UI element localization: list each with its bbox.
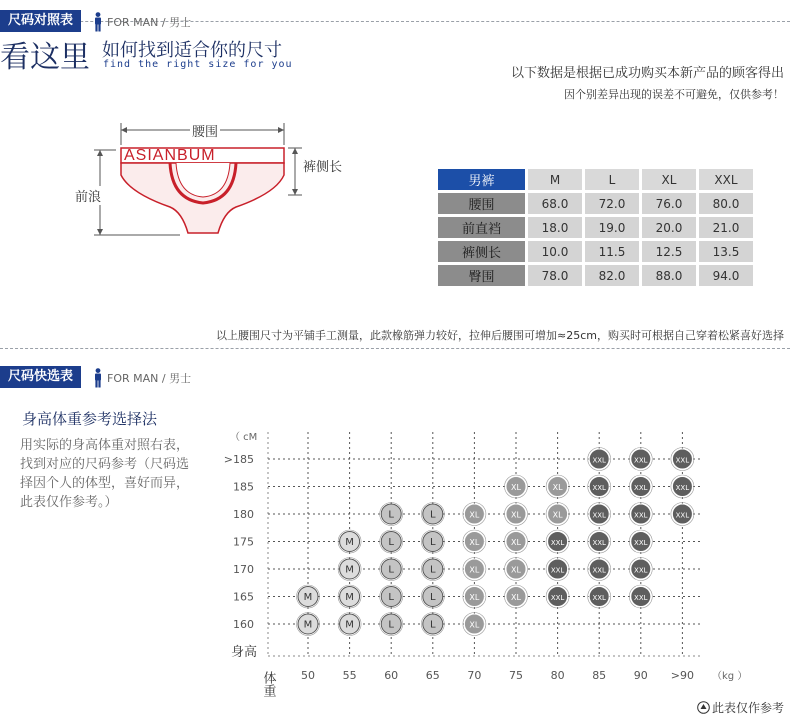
x-tick-label: >90: [670, 669, 695, 682]
size-marker-label: XXL: [592, 484, 606, 492]
y-unit-label: （ cM: [230, 432, 258, 443]
row-label: 前直裆: [438, 217, 525, 238]
x-tick-label: 85: [592, 669, 607, 682]
size-marker-label: XXL: [634, 456, 648, 465]
y-tick-label: 170: [233, 563, 254, 576]
table-cell: 80.0: [699, 193, 753, 214]
table-cell: 21.0: [699, 217, 753, 238]
size-marker-label: XXL: [675, 511, 690, 520]
row-label: 腰围: [438, 193, 525, 214]
table-cell: 82.0: [585, 265, 639, 286]
size-marker-label: XXL: [675, 484, 690, 492]
brand-label: ASIANBUM: [124, 147, 216, 164]
size-marker-label: XL: [469, 538, 480, 547]
size-marker-label: L: [388, 619, 394, 631]
table-cell: 10.0: [528, 241, 582, 262]
foot-note: [697, 699, 784, 716]
size-marker-label: L: [430, 564, 436, 576]
y-tick-label: 180: [233, 508, 254, 521]
data-source-note: 以下数据是根据已成功购买本新产品的顾客得出: [510, 66, 784, 81]
size-marker-label: M: [345, 619, 354, 631]
y-tick-label: 185: [233, 480, 254, 494]
size-marker-label: XXL: [550, 539, 565, 547]
table-cell: 20.0: [642, 217, 696, 238]
section1-title: 尺码对照表: [0, 10, 81, 32]
guide-title: 身高体重参考选择法: [22, 410, 158, 428]
x-unit-label: （kg ）: [712, 671, 748, 682]
size-marker-label: XL: [511, 510, 521, 520]
size-marker-label: XXL: [634, 484, 648, 492]
size-marker-label: M: [303, 619, 313, 631]
section1-for-man-label: FOR MAN / 男士: [107, 16, 192, 29]
size-marker-label: XXL: [592, 566, 606, 575]
table-cell: 12.5: [642, 241, 696, 262]
size-marker-label: XL: [552, 483, 563, 492]
size-marker-label: L: [388, 509, 394, 521]
size-marker-label: L: [388, 564, 394, 576]
size-marker-label: XXL: [634, 539, 648, 547]
size-marker-label: XXL: [634, 594, 648, 602]
x-tick-label: 50: [301, 669, 315, 682]
y-tick-label: >185: [223, 453, 254, 466]
table-cell: 68.0: [528, 193, 582, 214]
table-cell: 72.0: [585, 193, 639, 214]
size-marker-label: XL: [469, 510, 480, 520]
x-tick-label: 55: [342, 669, 357, 682]
size-marker-label: XL: [469, 593, 480, 602]
size-marker-label: XL: [511, 593, 521, 602]
size-marker-label: L: [430, 537, 436, 548]
size-col-xl: XL: [642, 169, 696, 190]
size-marker-label: XL: [511, 483, 521, 492]
table-cell: 78.0: [528, 265, 582, 286]
table-cell: 76.0: [642, 193, 696, 214]
x-tick-label: 90: [633, 669, 648, 682]
row-label: 裤侧长: [438, 241, 525, 262]
size-marker-label: L: [388, 537, 394, 548]
size-marker-label: L: [388, 592, 394, 603]
guide-text: 用实际的身高体重对照右表，找到对应的尺码参考（尺码选择因个人的体型，喜好而异，此表仅作参考。）: [20, 438, 190, 510]
size-col-m: M: [528, 169, 582, 190]
size-marker-label: XL: [469, 565, 480, 575]
size-marker-label: XXL: [550, 594, 565, 602]
size-marker-label: XXL: [634, 511, 648, 520]
table-cell: 19.0: [585, 217, 639, 238]
arrow-up-circle-icon: [697, 701, 710, 714]
foot-note-text: 此表仅作参考: [711, 701, 784, 715]
size-marker-label: XXL: [592, 511, 606, 520]
size-marker-label: M: [345, 592, 354, 603]
size-marker-label: XL: [511, 565, 521, 575]
size-marker-label: XXL: [634, 566, 648, 575]
x-tick-label: 65: [425, 669, 440, 682]
size-marker-label: XXL: [592, 594, 606, 602]
y-axis-label: 身高: [231, 645, 258, 660]
section2-for-man-label: FOR MAN / 男士: [107, 372, 192, 385]
headline-cn: 如何找到适合你的尺寸: [102, 40, 282, 61]
y-tick-label: 160: [233, 618, 254, 631]
table-cell: 13.5: [699, 241, 753, 262]
size-marker-label: XXL: [592, 456, 606, 465]
y-tick-label: 165: [233, 590, 254, 604]
size-marker-label: XXL: [675, 456, 690, 465]
size-marker-label: L: [430, 592, 436, 603]
size-marker-label: XXL: [550, 566, 565, 575]
size-marker-label: L: [430, 509, 436, 521]
size-marker-label: XL: [469, 620, 480, 630]
waist-measure-note: 以上腰围尺寸为平铺手工测量，此款橡筋弹力较好，拉伸后腰围可增加≈25cm，购买时可根据自己穿着松紧喜好选择: [216, 329, 784, 342]
front-rise-label: 前浪: [75, 186, 101, 205]
table-cell: 88.0: [642, 265, 696, 286]
table-cell: 18.0: [528, 217, 582, 238]
x-tick-label: 60: [384, 669, 399, 682]
size-marker-label: M: [345, 564, 354, 576]
x-tick-label: 70: [467, 669, 482, 682]
side-length-label: 裤侧长: [303, 160, 343, 175]
x-axis-label: 体重: [260, 671, 276, 697]
x-tick-label: 75: [509, 669, 523, 682]
row-label: 臀围: [438, 265, 525, 286]
y-tick-label: 175: [233, 535, 254, 549]
table-cell: 11.5: [585, 241, 639, 262]
waist-label: 腰围: [190, 121, 220, 140]
size-marker-label: XL: [552, 510, 563, 520]
headline-big: 看这里: [0, 40, 90, 75]
size-marker-label: XXL: [592, 539, 606, 547]
headline-en: find the right size for you: [103, 59, 293, 70]
size-marker-label: M: [345, 537, 354, 548]
size-marker-label: L: [430, 619, 436, 631]
size-col-xxl: XXL: [699, 169, 753, 190]
size-marker-label: M: [303, 592, 313, 603]
x-tick-label: 80: [550, 669, 565, 682]
table-cell: 94.0: [699, 265, 753, 286]
size-table-corner: 男裤: [438, 169, 525, 190]
size-col-l: L: [585, 169, 639, 190]
size-marker-label: XL: [511, 538, 521, 547]
disclaimer-note: 因个别差异出现的误差不可避免，仅供参考！: [564, 88, 784, 101]
section2-title: 尺码快选表: [0, 366, 81, 388]
